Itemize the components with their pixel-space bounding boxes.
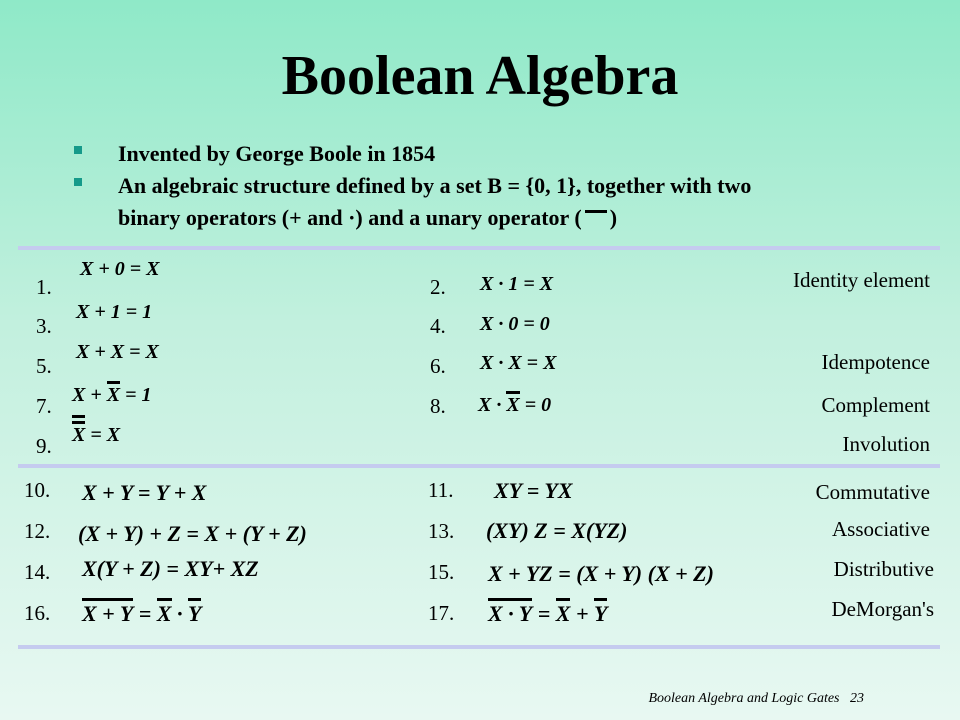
unary-operator-bar-icon	[585, 210, 607, 213]
complement-x: X	[157, 598, 172, 627]
equation-complement-or	[72, 381, 152, 407]
equation-involution	[72, 421, 120, 447]
row-number: 13.	[428, 519, 455, 543]
row-number: 9.	[36, 434, 52, 458]
equation-distributive-or: X + YZ = (X + Y) (X + Z)	[488, 561, 714, 586]
bullet-text-segment: binary operators (+ and ·) and a unary operator (	[118, 205, 582, 230]
slide-footer	[648, 691, 864, 707]
property-label-idempotence: Idempotence	[821, 350, 930, 374]
equation-distributive-and: X(Y + Z) = XY+ XZ	[82, 556, 259, 581]
bullet-text: An algebraic structure defined by a set B = {0, 1}, together with two	[118, 173, 752, 198]
equation-null-and: X · 0 = 0	[480, 313, 550, 335]
row-number: 12.	[24, 519, 51, 543]
complement-x: X	[556, 598, 571, 627]
row-number: 5.	[36, 354, 52, 378]
equation-idempotence-or: X + X = X	[76, 341, 159, 363]
divider-top	[18, 246, 940, 250]
equation-null-or: X + 1 = 1	[76, 301, 153, 323]
complement-y: Y	[188, 598, 201, 627]
complement-x: X	[506, 391, 519, 417]
row-number: 3.	[36, 314, 52, 338]
equation-identity-or: X + 0 = X	[80, 258, 160, 280]
equation-demorgan-and	[488, 598, 607, 627]
row-number: 2.	[430, 275, 446, 299]
property-label-distributive: Distributive	[833, 557, 934, 581]
row-number: 10.	[24, 478, 51, 502]
property-label-demorgan: DeMorgan's	[831, 597, 934, 621]
equation-part: =	[532, 601, 556, 626]
equation-commutative-or: X + Y = Y + X	[82, 480, 207, 505]
row-number: 8.	[430, 394, 446, 418]
equation-part: ·	[171, 601, 188, 626]
row-number: 4.	[430, 314, 446, 338]
bullet-text-continued	[118, 202, 617, 234]
property-label-commutative: Commutative	[815, 480, 930, 504]
equation-part: X ·	[478, 394, 507, 416]
property-label-associative: Associative	[832, 517, 930, 541]
divider-middle	[18, 464, 940, 468]
row-number: 7.	[36, 394, 52, 418]
equation-part: =	[133, 601, 157, 626]
row-number: 11.	[428, 478, 454, 502]
equation-commutative-and: XY = YX	[494, 478, 573, 503]
bullet-marker	[74, 178, 82, 186]
row-number: 16.	[24, 601, 51, 625]
bullet-text: Invented by George Boole in 1854	[118, 141, 436, 166]
double-complement-x: X	[72, 421, 85, 447]
equation-identity-and: X · 1 = X	[480, 273, 554, 295]
footer-text: Boolean Algebra and Logic Gates	[648, 691, 840, 706]
bullet-marker	[74, 146, 82, 154]
property-label-complement: Complement	[821, 393, 930, 417]
complement-x: X	[107, 381, 120, 407]
page-number: 23	[850, 691, 864, 706]
equation-idempotence-and: X · X = X	[480, 352, 557, 374]
row-number: 6.	[430, 354, 446, 378]
equation-part: = 1	[120, 384, 152, 406]
row-number: 15.	[428, 560, 455, 584]
equation-complement-and	[478, 391, 551, 417]
equation-demorgan-or	[82, 598, 201, 627]
property-label-identity: Identity element	[792, 268, 930, 292]
property-label-involution: Involution	[842, 432, 930, 456]
equation-associative-and: (XY) Z = X(YZ)	[486, 518, 628, 543]
equation-part: = 0	[519, 394, 552, 416]
complement-y: Y	[594, 598, 607, 627]
equation-part: = X	[85, 424, 121, 446]
slide-title: Boolean Algebra	[281, 45, 679, 107]
row-number: 14.	[24, 560, 51, 584]
equation-part: X +	[72, 384, 107, 406]
complement-sum: X + Y	[82, 598, 133, 627]
divider-bottom	[18, 645, 940, 649]
row-number: 1.	[36, 275, 52, 299]
bullet-text-close: )	[609, 205, 618, 230]
equation-part: +	[570, 601, 594, 626]
row-number: 17.	[428, 601, 455, 625]
equation-associative-or: (X + Y) + Z = X + (Y + Z)	[78, 521, 307, 546]
complement-product: X · Y	[488, 598, 532, 627]
